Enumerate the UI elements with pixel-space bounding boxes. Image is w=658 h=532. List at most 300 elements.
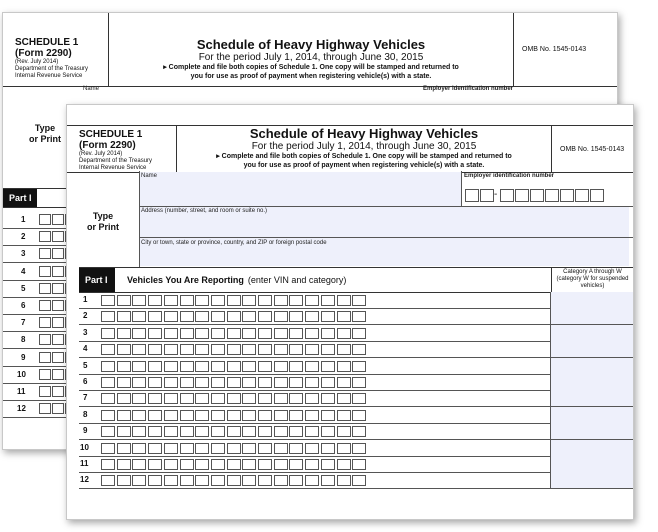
table-row [79,341,633,358]
vin-char-box[interactable] [195,393,209,404]
vin-char-box[interactable] [289,443,303,454]
vin-char-box[interactable] [337,344,351,355]
or-print-label: or Print [29,134,62,144]
category-input[interactable] [550,390,633,406]
vin-char-box[interactable] [337,459,351,470]
vin-char-box[interactable] [289,426,303,437]
vin-char-box[interactable] [242,328,256,339]
vin-char-box[interactable] [274,443,288,454]
vin-char-box[interactable] [148,344,162,355]
vin-char-box[interactable] [195,410,209,421]
vin-char-box[interactable] [258,410,272,421]
vin-char-box[interactable] [227,410,241,421]
vin-char-box[interactable] [101,295,115,306]
vin-char-box[interactable] [337,295,351,306]
vin-char-box[interactable] [195,295,209,306]
vin-char-box[interactable] [274,361,288,372]
city-label: City or town, state or province, country, and ZIP or foreign postal code [141,240,327,246]
vin-char-box[interactable] [148,311,162,322]
vin-char-box[interactable] [289,344,303,355]
vin-char-box[interactable] [305,295,319,306]
vin-char-box[interactable] [39,386,51,397]
omb-block [551,126,633,172]
vin-char-box[interactable] [305,328,319,339]
vin-char-box[interactable] [305,393,319,404]
vin-char-box[interactable] [305,459,319,470]
vin-char-box[interactable] [242,459,256,470]
vin-char-box[interactable] [180,361,194,372]
vin-char-box[interactable] [352,328,366,339]
vin-char-box[interactable] [101,311,115,322]
vin-char-box[interactable] [180,459,194,470]
vin-char-box[interactable] [258,377,272,388]
vin-char-box[interactable] [321,410,335,421]
part-title-rest: (enter VIN and category) [247,275,347,285]
row-number: 8 [83,409,88,419]
vin-char-box[interactable] [180,311,194,322]
vin-char-box[interactable] [337,426,351,437]
vin-char-box[interactable] [39,300,51,311]
vin-char-box[interactable] [39,369,51,380]
vin-char-box[interactable] [180,328,194,339]
vin-char-box[interactable] [352,459,366,470]
vin-char-box[interactable] [52,231,64,242]
vin-char-box[interactable] [39,214,51,225]
vin-char-box[interactable] [258,328,272,339]
form-title-block [177,126,551,172]
vin-char-box[interactable] [227,361,241,372]
form-number: (Form 2290) [79,140,136,151]
row-number: 7 [21,318,26,328]
name-field[interactable] [139,172,461,206]
vin-char-box[interactable] [305,361,319,372]
category-input[interactable] [550,358,633,374]
vin-char-box[interactable] [242,344,256,355]
vin-char-box[interactable] [321,311,335,322]
vin-char-box[interactable] [211,377,225,388]
vin-char-box[interactable] [211,361,225,372]
vin-char-box[interactable] [52,214,64,225]
row-number: 12 [80,475,89,485]
vin-char-box[interactable] [52,386,64,397]
vin-char-box[interactable] [274,295,288,306]
form-title: Schedule of Heavy Highway Vehicles [249,126,479,141]
row-number: 11 [17,387,26,396]
vin-char-box[interactable] [242,295,256,306]
vin-char-box[interactable] [132,344,146,355]
revision-date: (Rev. July 2014) [79,151,123,157]
vin-char-box[interactable] [148,410,162,421]
vin-char-box[interactable] [195,328,209,339]
omb-number: OMB No. 1545-0143 [522,46,587,53]
vin-char-box[interactable] [132,426,146,437]
vin-char-box[interactable] [258,295,272,306]
vin-char-box[interactable] [117,328,131,339]
vin-char-box[interactable] [180,410,194,421]
vin-char-box[interactable] [227,377,241,388]
vin-char-box[interactable] [52,300,64,311]
vin-char-box[interactable] [274,410,288,421]
vin-char-box[interactable] [132,311,146,322]
vin-char-box[interactable] [227,328,241,339]
vin-char-box[interactable] [132,443,146,454]
ein-digit-box[interactable] [545,189,559,202]
vin-char-box[interactable] [289,475,303,486]
vin-char-box[interactable] [117,361,131,372]
vin-char-box[interactable] [180,475,194,486]
vin-char-box[interactable] [321,426,335,437]
vin-char-box[interactable] [195,311,209,322]
vin-char-box[interactable] [117,410,131,421]
vin-char-box[interactable] [211,328,225,339]
form-id-block [67,126,177,172]
vin-char-box[interactable] [258,443,272,454]
vin-char-box[interactable] [39,266,51,277]
vin-char-box[interactable] [337,361,351,372]
vin-char-box[interactable] [117,344,131,355]
vin-char-box[interactable] [164,426,178,437]
vin-char-box[interactable] [352,410,366,421]
vin-char-box[interactable] [117,393,131,404]
vin-char-box[interactable] [132,393,146,404]
vin-char-box[interactable] [321,475,335,486]
vin-char-box[interactable] [305,443,319,454]
vin-char-box[interactable] [52,369,64,380]
vin-char-box[interactable] [289,295,303,306]
vin-char-box[interactable] [352,475,366,486]
vin-char-box[interactable] [305,377,319,388]
vin-char-box[interactable] [352,426,366,437]
vin-char-box[interactable] [101,328,115,339]
category-input[interactable] [550,423,633,439]
vin-char-box[interactable] [211,393,225,404]
vin-char-box[interactable] [195,377,209,388]
vin-char-box[interactable] [195,426,209,437]
form-front-sheet [66,104,634,520]
row-number: 4 [21,266,26,276]
vin-char-box[interactable] [227,311,241,322]
form-period: For the period July 1, 2014, through June 30, 2015 [198,52,424,63]
vin-char-box[interactable] [117,426,131,437]
vin-char-box[interactable] [258,459,272,470]
vin-char-box[interactable] [258,475,272,486]
vin-char-box[interactable] [352,311,366,322]
vin-char-box[interactable] [258,311,272,322]
vin-char-box[interactable] [39,403,51,414]
category-input[interactable] [550,374,633,390]
vin-char-box[interactable] [52,334,64,345]
vin-char-box[interactable] [39,231,51,242]
omb-block [513,13,617,86]
vin-char-box[interactable] [321,459,335,470]
vin-char-box[interactable] [164,311,178,322]
vin-char-box[interactable] [164,410,178,421]
vin-char-box[interactable] [195,459,209,470]
vin-char-box[interactable] [117,459,131,470]
vin-char-box[interactable] [274,459,288,470]
row-number: 10 [80,442,89,452]
vin-char-box[interactable] [337,311,351,322]
vin-char-box[interactable] [101,377,115,388]
vin-char-box[interactable] [274,311,288,322]
vin-char-box[interactable] [321,295,335,306]
vin-char-box[interactable] [180,344,194,355]
vin-char-box[interactable] [289,393,303,404]
vin-char-box[interactable] [101,361,115,372]
vin-char-box[interactable] [148,295,162,306]
ein-digit-box[interactable] [530,189,544,202]
vin-char-box[interactable] [274,328,288,339]
vin-char-box[interactable] [227,295,241,306]
ein-digit-box[interactable] [590,189,604,202]
vin-char-box[interactable] [52,266,64,277]
vin-char-box[interactable] [321,361,335,372]
row-number: 2 [83,311,88,321]
vin-char-box[interactable] [164,344,178,355]
vin-char-box[interactable] [305,475,319,486]
table-row [79,407,633,424]
vin-char-box[interactable] [132,410,146,421]
vin-char-box[interactable] [242,443,256,454]
row-number: 1 [83,295,88,304]
vin-char-box[interactable] [195,344,209,355]
vin-char-box[interactable] [211,443,225,454]
vin-char-box[interactable] [132,328,146,339]
vin-char-box[interactable] [337,410,351,421]
category-input[interactable] [550,325,633,341]
vin-char-box[interactable] [242,377,256,388]
vin-char-box[interactable] [274,377,288,388]
vin-char-box[interactable] [39,334,51,345]
vin-char-box[interactable] [227,475,241,486]
row-number: 9 [83,426,88,436]
vin-char-box[interactable] [148,393,162,404]
row-number: 7 [83,393,88,403]
table-row [79,440,633,457]
table-row [79,456,633,473]
vin-char-box[interactable] [289,459,303,470]
form-header [67,125,633,173]
row-number: 2 [21,232,26,242]
vin-char-box[interactable] [289,361,303,372]
vin-char-box[interactable] [227,344,241,355]
vin-char-box[interactable] [242,426,256,437]
vin-char-box[interactable] [242,311,256,322]
vin-char-box[interactable] [211,295,225,306]
row-number: 10 [17,369,26,379]
vin-char-box[interactable] [148,475,162,486]
ein-digit-box[interactable] [575,189,589,202]
vin-char-box[interactable] [289,328,303,339]
category-input[interactable] [550,440,633,456]
vin-char-box[interactable] [227,459,241,470]
vin-char-box[interactable] [305,410,319,421]
row-number: 11 [80,459,89,468]
vin-char-box[interactable] [289,377,303,388]
vin-char-box[interactable] [211,426,225,437]
vin-char-box[interactable] [242,410,256,421]
vin-char-box[interactable] [227,443,241,454]
row-number: 1 [21,215,26,224]
vin-char-box[interactable] [195,443,209,454]
vin-char-box[interactable] [164,459,178,470]
vin-char-box[interactable] [352,361,366,372]
ein-digit-box[interactable] [560,189,574,202]
vin-char-box[interactable] [274,344,288,355]
vin-char-box[interactable] [148,426,162,437]
vin-char-box[interactable] [337,475,351,486]
category-input[interactable] [550,456,633,472]
ein-digit-box[interactable] [465,189,479,202]
ein-label: Employer identification number [423,86,514,92]
form-title-block [109,13,513,86]
row-number: 9 [21,352,26,362]
vin-char-box[interactable] [101,459,115,470]
vin-char-box[interactable] [101,344,115,355]
vin-char-box[interactable] [274,426,288,437]
table-row [79,308,633,325]
vin-char-box[interactable] [352,295,366,306]
vin-char-box[interactable] [132,377,146,388]
vin-char-box[interactable] [148,328,162,339]
divider [461,171,462,207]
category-input[interactable] [550,407,633,423]
vin-char-box[interactable] [164,393,178,404]
vin-char-box[interactable] [305,426,319,437]
vin-char-box[interactable] [211,344,225,355]
vin-char-box[interactable] [132,295,146,306]
instruction-line-2: you for use as proof of payment when registering vehicle(s) with a state. [243,162,485,169]
vin-char-box[interactable] [321,344,335,355]
vin-char-box[interactable] [337,393,351,404]
vin-char-box[interactable] [274,393,288,404]
vin-char-box[interactable] [227,426,241,437]
vin-char-box[interactable] [164,443,178,454]
vin-char-box[interactable] [101,410,115,421]
vin-char-box[interactable] [52,352,64,363]
vin-char-box[interactable] [117,295,131,306]
agency: Internal Revenue Service [15,73,83,79]
vin-char-box[interactable] [117,311,131,322]
vin-char-box[interactable] [52,317,64,328]
vin-char-box[interactable] [39,317,51,328]
vin-char-box[interactable] [117,377,131,388]
table-row [79,390,633,407]
vin-char-box[interactable] [39,352,51,363]
vin-char-box[interactable] [352,443,366,454]
vin-char-box[interactable] [164,361,178,372]
divider [139,171,140,267]
ein-digit-box[interactable] [480,189,494,202]
vin-char-box[interactable] [305,311,319,322]
vin-char-box[interactable] [242,475,256,486]
vin-char-box[interactable] [164,377,178,388]
vin-char-box[interactable] [132,475,146,486]
vin-char-box[interactable] [148,361,162,372]
row-number: 12 [17,404,26,414]
vin-char-box[interactable] [117,443,131,454]
category-input[interactable] [550,308,633,324]
vin-char-box[interactable] [321,443,335,454]
vin-char-box[interactable] [180,377,194,388]
category-input[interactable] [550,341,633,357]
vin-char-box[interactable] [101,393,115,404]
part-label: Part I [79,268,115,292]
vin-char-box[interactable] [242,361,256,372]
vin-char-box[interactable] [180,443,194,454]
vin-char-box[interactable] [258,426,272,437]
vin-char-box[interactable] [195,361,209,372]
category-input[interactable] [550,472,633,488]
vin-char-box[interactable] [289,410,303,421]
vin-char-box[interactable] [180,393,194,404]
vin-char-box[interactable] [337,328,351,339]
row-number: 3 [83,327,88,337]
form-period: For the period July 1, 2014, through June 30, 2015 [251,141,477,152]
vin-char-box[interactable] [52,283,64,294]
vin-char-box[interactable] [164,328,178,339]
vin-char-box[interactable] [132,361,146,372]
department: Department of the Treasury [79,158,153,164]
vin-char-box[interactable] [101,443,115,454]
ein-digit-box[interactable] [500,189,514,202]
vin-char-box[interactable] [321,377,335,388]
revision-date: (Rev. July 2014) [15,59,59,65]
vin-char-box[interactable] [195,475,209,486]
vin-char-box[interactable] [211,311,225,322]
vin-char-box[interactable] [117,475,131,486]
vin-char-box[interactable] [337,377,351,388]
vin-char-box[interactable] [164,295,178,306]
vin-char-box[interactable] [242,393,256,404]
vin-char-box[interactable] [227,393,241,404]
category-input[interactable] [550,292,633,308]
table-row [79,358,633,375]
vin-char-box[interactable] [39,283,51,294]
vin-char-box[interactable] [52,403,64,414]
table-row [79,325,633,342]
vin-char-box[interactable] [352,393,366,404]
ein-digit-box[interactable] [515,189,529,202]
vin-char-box[interactable] [321,393,335,404]
agency: Internal Revenue Service [79,165,147,171]
vin-char-box[interactable] [101,426,115,437]
vin-char-box[interactable] [164,475,178,486]
vin-char-box[interactable] [39,248,51,259]
vin-char-box[interactable] [101,475,115,486]
vin-char-box[interactable] [321,328,335,339]
vin-char-box[interactable] [258,393,272,404]
vin-char-box[interactable] [211,475,225,486]
vin-char-box[interactable] [289,311,303,322]
vin-char-box[interactable] [258,344,272,355]
vin-char-box[interactable] [148,377,162,388]
vin-char-box[interactable] [211,410,225,421]
vin-char-box[interactable] [258,361,272,372]
vin-char-box[interactable] [52,248,64,259]
vin-char-box[interactable] [148,443,162,454]
vin-char-box[interactable] [180,295,194,306]
vin-char-box[interactable] [132,459,146,470]
vin-char-box[interactable] [352,344,366,355]
vin-char-box[interactable] [211,459,225,470]
vin-char-box[interactable] [148,459,162,470]
vin-char-box[interactable] [337,443,351,454]
vin-char-box[interactable] [305,344,319,355]
vin-char-box[interactable] [274,475,288,486]
vin-char-box[interactable] [180,426,194,437]
vin-char-box[interactable] [352,377,366,388]
